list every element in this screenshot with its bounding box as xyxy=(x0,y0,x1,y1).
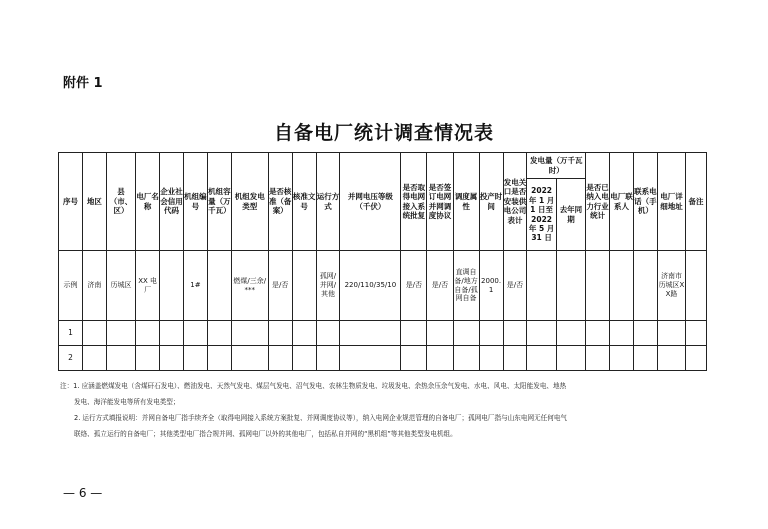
header-gen-type: 机组发电类型 xyxy=(231,153,268,251)
cell-output-current xyxy=(527,251,556,321)
header-in-stats: 是否已纳入电力行业统计 xyxy=(586,153,610,251)
cell-seq: 2 xyxy=(59,346,83,371)
note-1-line-2: 发电、海洋能发电等所有发电类型； xyxy=(74,398,180,406)
header-plant-name: 电厂名称 xyxy=(136,153,160,251)
cell-commission-time: 2000.1 xyxy=(479,251,503,321)
cell-seq: 示例 xyxy=(59,251,83,321)
cell-region: 济南 xyxy=(82,251,106,321)
cell-meter: 是/否 xyxy=(503,251,527,321)
cell-in-stats xyxy=(586,251,610,321)
cell-county: 历城区 xyxy=(106,251,135,321)
note-2-line-2: 联络、孤立运行的自备电厂；其他类型电厂指合规并网、孤网电厂以外的其他电厂，包括私自并网的“黑机组”等其他类型发电机组。 xyxy=(74,430,457,438)
cell-voltage: 220/110/35/10 xyxy=(340,251,401,321)
header-credit-code: 企业社会信用代码 xyxy=(160,153,184,251)
header-county: 县（市、区） xyxy=(106,153,135,251)
cell-contact xyxy=(610,251,634,321)
example-row xyxy=(59,251,707,321)
header-op-mode: 运行方式 xyxy=(316,153,340,251)
page-title: 自备电厂统计调查情况表 xyxy=(273,122,494,144)
attachment-label: 附件 1 xyxy=(63,76,103,91)
cell-output-lastyear xyxy=(556,251,585,321)
header-voltage: 并网电压等级（千伏） xyxy=(340,153,401,251)
cell-capacity xyxy=(207,251,231,321)
cell-phone xyxy=(633,251,657,321)
cell-dispatch-attr: 直调自备/地方自备/孤网自备 xyxy=(453,251,479,321)
header-access-approval: 是否取得电网接入系统批复 xyxy=(401,153,427,251)
cell-credit-code xyxy=(160,251,184,321)
cell-remark xyxy=(686,251,707,321)
header-commission-time: 投产时间 xyxy=(479,153,503,251)
cell-access-approval: 是/否 xyxy=(401,251,427,321)
header-approved: 是否核准（备案） xyxy=(268,153,292,251)
cell-op-mode: 孤网/并网/其他 xyxy=(316,251,340,321)
cell-unit-no: 1# xyxy=(183,251,207,321)
header-dispatch-agreement: 是否签订电网并网调度协议 xyxy=(427,153,453,251)
header-unit-no: 机组编号 xyxy=(183,153,207,251)
cell-plant-name: XX 电厂 xyxy=(136,251,160,321)
notes xyxy=(60,378,712,442)
cell-dispatch-agreement: 是/否 xyxy=(427,251,453,321)
cell-gen-type: 燃煤/三余/*** xyxy=(231,251,268,321)
header-output-group: 发电量（万千瓦时） xyxy=(527,153,586,179)
header-meter: 发电关口是否安装供电公司表计 xyxy=(503,153,527,251)
note-2-line-1: 2. 运行方式填报说明：并网自备电厂指手续齐全（取得电网接入系统方案批复、并网调度协议等），纳入电网企业规范管理的自备电厂；孤网电厂指与山东电网无任何电气 xyxy=(74,414,568,422)
header-row xyxy=(59,153,707,179)
table-row xyxy=(59,346,707,371)
table-row xyxy=(59,321,707,346)
header-contact: 电厂联系人 xyxy=(610,153,634,251)
note-1-line-1: 注：1. 应涵盖燃煤发电（含煤矸石发电）、燃油发电、天然气发电、煤层气发电、沼气发电、农林生物质发电、垃圾发电、余热余压余气发电、水电、风电、太阳能发电、地热 xyxy=(60,382,567,390)
header-remark: 备注 xyxy=(686,153,707,251)
header-output-lastyear: 去年同期 xyxy=(556,179,585,251)
survey-table xyxy=(58,152,707,371)
page-number: — 6 — xyxy=(63,486,103,500)
cell-approval-doc xyxy=(292,251,316,321)
header-dispatch-attr: 调度属性 xyxy=(453,153,479,251)
header-output-current: 2022 年 1 月 1 日至 2022 年 5 月 31 日 xyxy=(527,179,556,251)
header-approval-doc: 核准文号 xyxy=(292,153,316,251)
header-address: 电厂详细地址 xyxy=(657,153,685,251)
cell-address: 济南市历城区XX路 xyxy=(657,251,685,321)
header-seq: 序号 xyxy=(59,153,83,251)
header-region: 地区 xyxy=(82,153,106,251)
header-phone: 联系电话（手机） xyxy=(633,153,657,251)
cell-seq: 1 xyxy=(59,321,83,346)
header-capacity: 机组容量（万千瓦） xyxy=(207,153,231,251)
cell-approved: 是/否 xyxy=(268,251,292,321)
